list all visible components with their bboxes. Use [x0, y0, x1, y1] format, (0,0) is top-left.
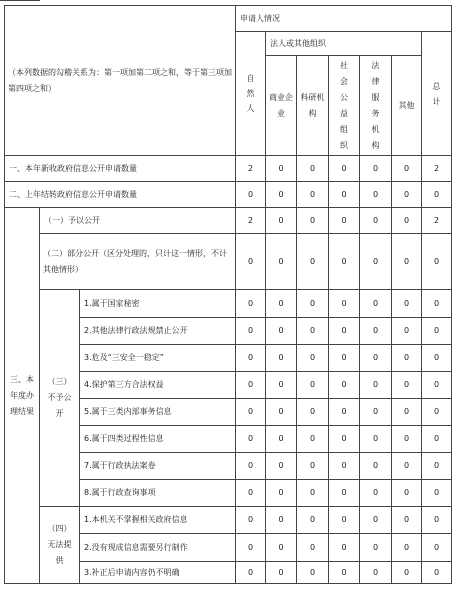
cell: 0 [266, 290, 297, 318]
cell: 0 [392, 453, 422, 480]
row-label: （一）予以公开 [40, 208, 236, 234]
cell: 0 [392, 480, 422, 507]
cell: 0 [392, 372, 422, 399]
cell: 0 [422, 372, 452, 399]
cell: 0 [329, 290, 360, 318]
cell: 0 [297, 372, 329, 399]
cell: 0 [329, 234, 360, 290]
row-label: （二）部分公开（区分处理的，只计这一情形，不计其他情形） [40, 234, 236, 290]
cell: 0 [266, 534, 297, 562]
row-partial [5, 234, 452, 290]
cell: 0 [297, 156, 329, 182]
cell: 0 [392, 318, 422, 345]
cell: 0 [392, 534, 422, 562]
unable-group-label: （四）无法提供 [40, 507, 80, 584]
applicant-situation-header: 申请人情况 [236, 6, 452, 32]
cell: 0 [297, 453, 329, 480]
cell: 0 [266, 426, 297, 453]
cell: 0 [392, 562, 422, 584]
row-label: 3.危及“三安全一稳定” [80, 345, 236, 372]
cell: 0 [360, 562, 392, 584]
denied-group-label: （三）不予公开 [40, 290, 80, 507]
cell: 0 [236, 534, 266, 562]
cell: 0 [360, 453, 392, 480]
cell: 2 [236, 156, 266, 182]
cell: 0 [422, 534, 452, 562]
row-label: 二、上年结转政府信息公开申请数量 [5, 182, 236, 208]
cell: 2 [422, 208, 452, 234]
cell: 0 [329, 534, 360, 562]
commercial-header: 商业企业 [266, 56, 297, 156]
cell: 0 [329, 156, 360, 182]
row-label: 3.补正后申请内容仍不明确 [80, 562, 236, 584]
cell: 0 [297, 399, 329, 426]
cell: 0 [297, 534, 329, 562]
cell: 0 [360, 234, 392, 290]
cell: 0 [329, 318, 360, 345]
cell: 0 [266, 156, 297, 182]
row-unable-1 [5, 507, 452, 534]
cell: 0 [266, 562, 297, 584]
cell: 0 [236, 562, 266, 584]
cell: 0 [392, 234, 422, 290]
cell: 0 [360, 480, 392, 507]
cell: 0 [360, 399, 392, 426]
cell: 0 [392, 399, 422, 426]
cell: 0 [266, 480, 297, 507]
cell: 0 [329, 426, 360, 453]
cell: 0 [392, 208, 422, 234]
cell: 0 [360, 208, 392, 234]
cell: 0 [297, 234, 329, 290]
cell: 0 [360, 290, 392, 318]
header-note-text: （本列数据的勾稽关系为：第一项加第二项之和，等于第三项加第四项之和） [8, 67, 232, 93]
cell: 0 [360, 182, 392, 208]
cell: 0 [297, 345, 329, 372]
total-header: 总计 [422, 32, 452, 156]
cell: 0 [236, 345, 266, 372]
row-label: 1.属于国家秘密 [80, 290, 236, 318]
other-header: 其他 [392, 56, 422, 156]
row-new-requests [5, 156, 452, 182]
cell: 0 [297, 182, 329, 208]
row-label: 4.保护第三方合法权益 [80, 372, 236, 399]
cell: 0 [297, 426, 329, 453]
cell: 0 [266, 345, 297, 372]
cell: 0 [329, 507, 360, 534]
row-label: 2.没有现成信息需要另行制作 [80, 534, 236, 562]
cell: 0 [236, 426, 266, 453]
cell: 0 [236, 453, 266, 480]
cell: 0 [392, 426, 422, 453]
cell: 0 [360, 345, 392, 372]
cell: 0 [236, 182, 266, 208]
legal-entities-header: 法人或其他组织 [266, 32, 422, 56]
cell: 0 [297, 318, 329, 345]
row-label: 1.本机关不掌握相关政府信息 [80, 507, 236, 534]
cell: 0 [422, 480, 452, 507]
legal-services-header: 法律服务机构 [360, 56, 392, 156]
cell: 0 [329, 182, 360, 208]
natural-person-header: 自然人 [236, 32, 266, 156]
cell: 0 [329, 372, 360, 399]
cell: 0 [236, 480, 266, 507]
cell: 0 [266, 453, 297, 480]
cell: 2 [422, 156, 452, 182]
cell: 0 [392, 507, 422, 534]
cell: 0 [422, 562, 452, 584]
cell: 0 [422, 318, 452, 345]
top-left-rule [0, 0, 40, 4]
cell: 0 [422, 234, 452, 290]
row-label: 5.属于三类内部事务信息 [80, 399, 236, 426]
cell: 0 [422, 399, 452, 426]
cell: 0 [266, 208, 297, 234]
row-label: 7.属于行政执法案卷 [80, 453, 236, 480]
row-label: 6.属于四类过程性信息 [80, 426, 236, 453]
cell: 0 [360, 426, 392, 453]
cell: 0 [392, 182, 422, 208]
cell: 0 [297, 480, 329, 507]
header-row-1 [5, 6, 452, 32]
cell: 0 [329, 453, 360, 480]
cell: 0 [329, 562, 360, 584]
cell: 0 [266, 182, 297, 208]
cell: 0 [236, 399, 266, 426]
cell: 0 [236, 234, 266, 290]
cell: 0 [392, 290, 422, 318]
cell: 0 [236, 318, 266, 345]
cell: 0 [422, 453, 452, 480]
row-granted [5, 208, 452, 234]
cell: 0 [266, 318, 297, 345]
row-label: 一、本年新收政府信息公开申请数量 [5, 156, 236, 182]
cell: 0 [329, 399, 360, 426]
row-label: 8.属于行政查询事项 [80, 480, 236, 507]
cell: 0 [236, 507, 266, 534]
cell: 0 [392, 345, 422, 372]
cell: 0 [329, 480, 360, 507]
section3-label: 三、本年度办理结果 [5, 208, 40, 584]
cell: 0 [297, 290, 329, 318]
cell: 0 [297, 562, 329, 584]
cell: 0 [360, 372, 392, 399]
cell: 0 [329, 345, 360, 372]
cell: 0 [360, 534, 392, 562]
research-header: 科研机构 [297, 56, 329, 156]
cell: 2 [236, 208, 266, 234]
cell: 0 [329, 208, 360, 234]
cell: 0 [236, 290, 266, 318]
cell: 0 [266, 234, 297, 290]
cell: 0 [360, 156, 392, 182]
cell: 0 [392, 156, 422, 182]
cell: 0 [422, 345, 452, 372]
cell: 0 [266, 507, 297, 534]
cell: 0 [266, 399, 297, 426]
cell: 0 [422, 182, 452, 208]
cell: 0 [360, 507, 392, 534]
cell: 0 [297, 208, 329, 234]
cell: 0 [266, 372, 297, 399]
header-note [5, 6, 236, 156]
cell: 0 [422, 290, 452, 318]
cell: 0 [422, 507, 452, 534]
row-label: 2.其他法律行政法规禁止公开 [80, 318, 236, 345]
cell: 0 [297, 507, 329, 534]
disclosure-statistics-table [4, 5, 452, 584]
social-welfare-header: 社会公益组织 [329, 56, 360, 156]
cell: 0 [422, 426, 452, 453]
row-carryover [5, 182, 452, 208]
cell: 0 [236, 372, 266, 399]
cell: 0 [360, 318, 392, 345]
row-denied-1 [5, 290, 452, 318]
